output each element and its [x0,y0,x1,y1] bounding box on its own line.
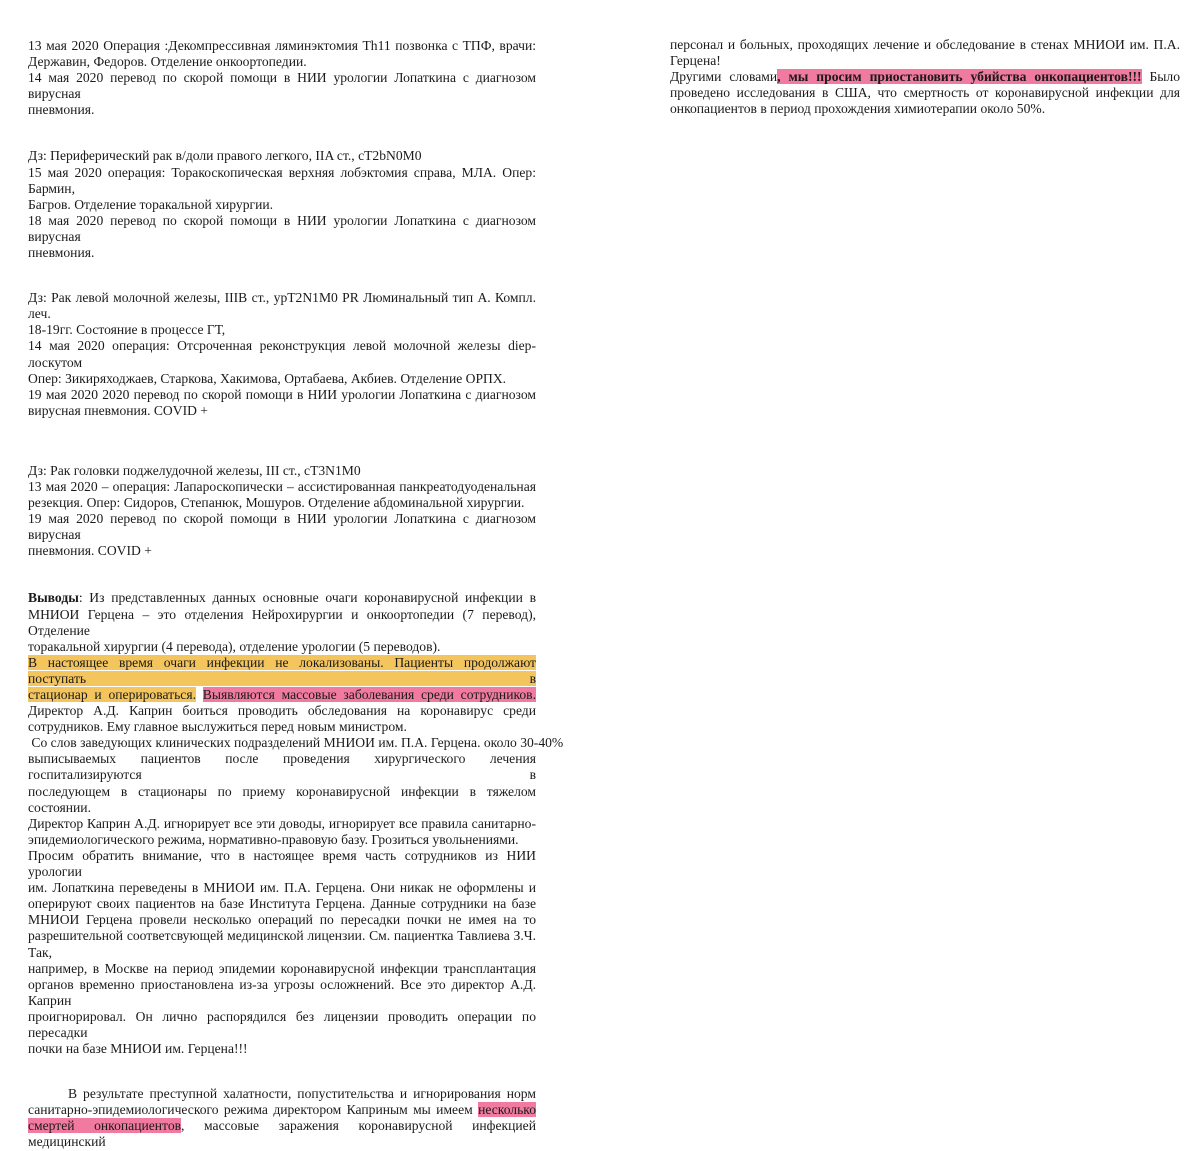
case-2 [28,148,536,261]
text-line: 18-19гг. Состояние в процессе ГТ, [28,322,226,338]
text-line: им. Лопаткина переведены в МНИОИ им. П.А. Герцена. Они никак не оформлены и [28,880,536,896]
paragraph-staff-reports [28,735,564,848]
text-line: проигнорировал. Он лично распорядился без лицензии проводить операции по пересадки [28,1008,536,1040]
text-fragment: , массовые заражения коронавирусной инфекцией медицинский [28,1118,536,1150]
text-line: Со слов заведующих клинических подразделений МНИОИ им. П.А. Герцена. около 30-40% [28,735,564,751]
text-line: эпидемиологического режима, нормативно-правовую базу. Грозиться увольнениями. [28,831,519,847]
text-line: МНИОИ Герцена – это отделения Нейрохирургии и онкоортопедии (7 перевод), Отделение [28,606,536,638]
text-line: Герцена! [670,53,721,69]
text-line: 19 мая 2020 перевод по скорой помощи в НИИ урологии Лопаткина с диагнозом вирусная [28,511,536,543]
text-line [28,1102,536,1118]
text-line: Директор А.Д. Каприн боиться проводить обследования на коронавирус среди [28,703,536,719]
text-line: вирусная пневмония. COVID + [28,402,208,418]
case-3 [28,290,536,419]
text-line: 19 мая 2020 2020 перевод по скорой помощи в НИИ урологии Лопаткина с диагнозом [28,386,536,402]
text-line: пневмония. [28,245,95,261]
highlight-yellow: стационар и оперироваться. [28,687,196,702]
text-line: 13 мая 2020 Операция :Декомпрессивная ляминэктомия Th11 позвонка с ТПФ, врачи: [28,38,536,53]
text-line: 13 мая 2020 – операция: Лапароскопически – ассистированная панкреатодуоденальная [28,478,536,494]
text-line: 15 мая 2020 операция: Торакоскопическая верхняя лобэктомия справа, МЛА. Опер: Бармин, [28,164,536,196]
text-fragment: Другими словами [670,69,778,85]
case-4 [28,463,536,560]
text-line: оперируют своих пациентов на базе Института Герцена. Данные сотрудники на базе [28,896,536,912]
highlight-pink: смертей онкопациентов [28,1118,182,1134]
text-line [28,590,536,606]
highlight-pink: несколько [478,1102,536,1118]
highlight-pink-bold: , мы просим приостановить убийства онкопациентов!!! [777,69,1142,85]
text-line: проведено исследования в США, что смертность от коронавирусной инфекции для [670,85,1180,101]
text-line: 18 мая 2020 перевод по скорой помощи в НИИ урологии Лопаткина с диагнозом вирусная [28,212,536,244]
text-line [28,1118,536,1150]
text-line: Державин, Федоров. Отделение онкоортопедии. [28,54,307,70]
paragraph-urology-staff [28,848,536,1057]
text-line: последующем в стационары по приему коронавирусной инфекции в тяжелом состоянии. [28,783,536,815]
text-line: почки на базе МНИОИ им. Герцена!!! [28,1041,248,1057]
text-line: персонал и больных, проходящих лечение и обследование в стенах МНИОИ им. П.А. [670,37,1180,52]
right-column [670,37,1180,117]
text-line: резекция. Опер: Сидоров, Степанюк, Мошуров. Отделение абдоминальной хирургии. [28,495,525,511]
text-line: Просим обратить внимание, что в настоящее время часть сотрудников из НИИ урологии [28,847,536,880]
text-line: органов временно приостановлена из-за угрозы осложнений. Все это директор А.Д. Каприн [28,976,536,1008]
diagnosis-line: Дз: Периферический рак в/доли правого легкого, IIA ст., cT2bN0M0 [28,148,422,164]
paragraph-negligence [28,1086,536,1150]
text-line: Директор Каприн А.Д. игнорирует все эти доводы, игнорирует все правила санитарно- [28,815,536,831]
highlight-pink: Выявляются массовые заболевания среди сотрудников. [202,687,536,702]
text-fragment: : Из представленных данных основные очаги коронавирусной инфекции в [78,590,536,606]
text-line: пневмония. [28,102,95,118]
text-line: Багров. Отделение торакальной хирургии. [28,196,274,212]
text-line: В результате преступной халатности, попустительства и игнорирования норм [68,1086,536,1102]
conclusions-section [28,590,536,735]
text-line: например, в Москве на период эпидемии коронавирусной инфекции трансплантация [28,960,536,976]
text-fragment: Было [1141,69,1181,85]
text-line: МНИОИ Герцена провели несколько операций по пересадки почки не имея на то [28,912,536,928]
text-line: 14 мая 2020 перевод по скорой помощи в НИИ урологии Лопаткина с диагнозом вирусная [28,70,536,102]
text-line: Опер: Зикиряходжаев, Старкова, Хакимова, Ортабаева, Акбиев. Отделение ОРПХ. [28,370,507,386]
text-line: сотрудников. Ему главное выслужиться перед новым министром. [28,719,407,735]
text-line [28,687,536,703]
highlight-yellow: В настоящее время очаги инфекции не локализованы. Пациенты продолжают поступать в [28,654,536,686]
diagnosis-line: Дз: Рак левой молочной железы, IIIB ст., ypT2N1M0 PR Люминальный тип А. Компл. леч. [28,290,536,322]
text-fragment: санитарно-эпидемиологического режима директором Каприным мы имеем [28,1102,479,1118]
conclusions-label: Выводы [28,590,79,606]
left-column [28,38,564,1151]
text-line [28,655,536,687]
case-1 [28,38,536,118]
text-line: выписываемых пациентов после проведения хирургического лечения госпитализируются в [28,751,536,783]
text-line: онкопациентов в период прохождения химиотерапии около 50%. [670,101,1046,117]
text-line [670,69,1180,85]
text-line: торакальной хирургии (4 перевода), отделение урологии (5 переводов). [28,638,441,654]
text-line: пневмония. COVID + [28,543,152,559]
diagnosis-line: Дз: Рак головки поджелудочной железы, III ст., cT3N1M0 [28,462,361,478]
text-line: 14 мая 2020 операция: Отсроченная реконструкция левой молочной железы diep-лоскутом [28,338,536,370]
text-line: разрешительной соответсвующей медицинской лицензии. См. пациентка Тавлиева З.Ч. Так, [28,928,536,960]
